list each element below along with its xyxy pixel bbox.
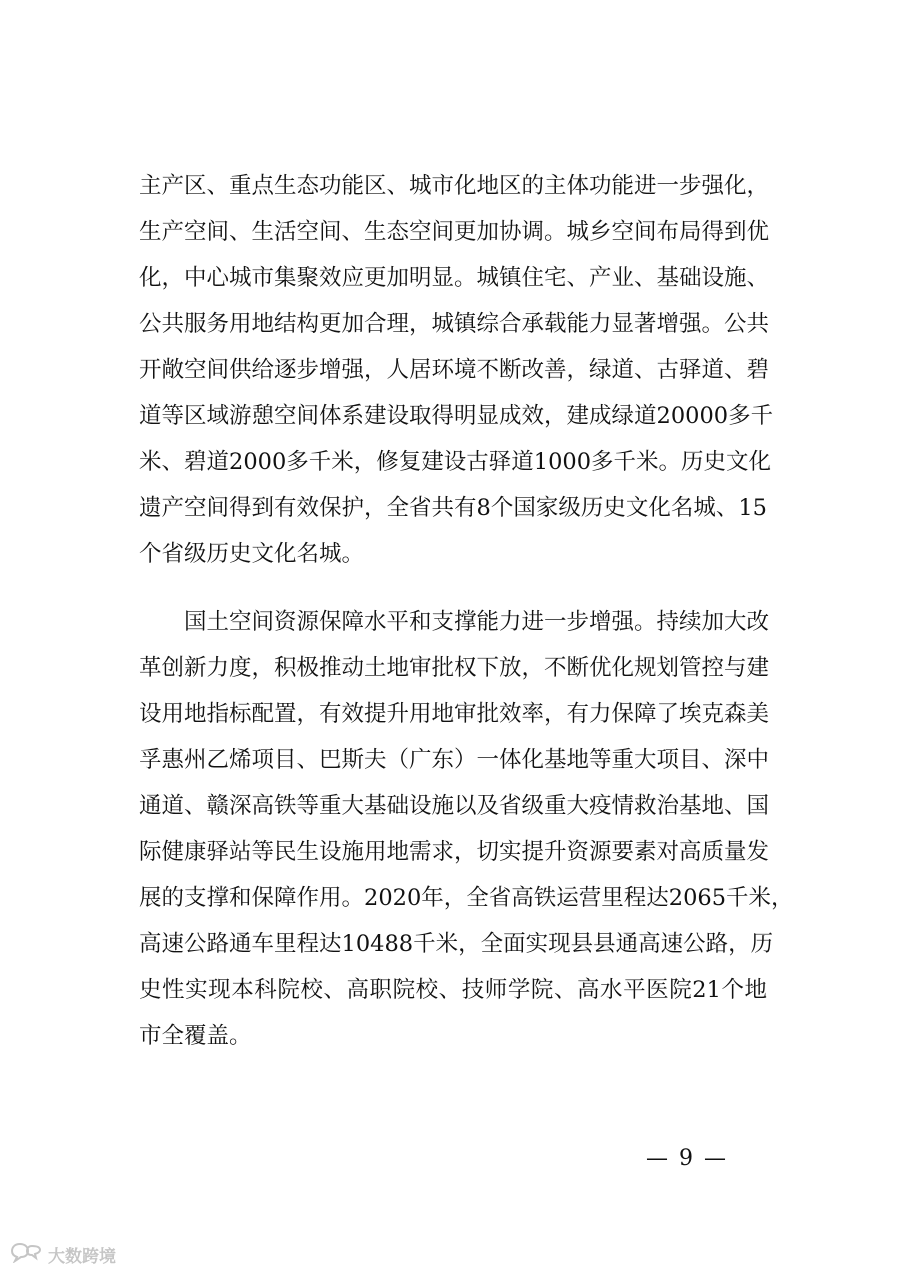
text-line: 主产区、重点生态功能区、城市化地区的主体功能进一步强化， <box>139 173 770 199</box>
text-line: 道等区域游憩空间体系建设取得明显成效，建成绿道20000多千 <box>139 403 774 429</box>
text-line: 遗产空间得到有效保护，全省共有8个国家级历史文化名城、15 <box>139 495 767 521</box>
text-line: 化，中心城市集聚效应更加明显。城镇住宅、产业、基础设施、 <box>139 265 770 291</box>
text-line: 孚惠州乙烯项目、巴斯夫（广东）一体化基地等重大项目、深中 <box>139 747 770 773</box>
watermark-text: 大数跨境 <box>48 1246 116 1267</box>
text-line: 高速公路通车里程达10488千米，全面实现县县通高速公路，历 <box>139 931 774 957</box>
watermark <box>10 1241 116 1267</box>
page-number: — 9 — <box>646 1146 728 1171</box>
body-text <box>139 163 794 1059</box>
text-line: 市全覆盖。 <box>139 1023 252 1049</box>
speech-bubble-logo-icon <box>10 1241 44 1267</box>
text-line: 国土空间资源保障水平和支撑能力进一步增强。持续加大改 <box>184 609 770 635</box>
paragraph-gap <box>139 577 767 599</box>
text-line: 际健康驿站等民生设施用地需求，切实提升资源要素对高质量发 <box>139 839 770 865</box>
text-line: 革创新力度，积极推动土地审批权下放，不断优化规划管控与建 <box>139 655 770 681</box>
text-line: 生产空间、生活空间、生态空间更加协调。城乡空间布局得到优 <box>139 219 770 245</box>
text-line: 公共服务用地结构更加合理，城镇综合承载能力显著增强。公共 <box>139 311 770 337</box>
text-line: 米、碧道2000多千米，修复建设古驿道1000多千米。历史文化 <box>139 449 772 475</box>
paragraph-1 <box>139 163 774 577</box>
text-line: 展的支撑和保障作用。2020年，全省高铁运营里程达2065千米， <box>139 885 794 911</box>
text-line: 史性实现本科院校、高职院校、技师学院、高水平医院21个地 <box>139 977 767 1003</box>
text-line: 个省级历史文化名城。 <box>139 541 365 567</box>
text-line: 设用地指标配置，有效提升用地审批效率，有力保障了埃克森美 <box>139 701 770 727</box>
text-line: 开敞空间供给逐步增强，人居环境不断改善，绿道、古驿道、碧 <box>139 357 770 383</box>
text-line: 通道、赣深高铁等重大基础设施以及省级重大疫情救治基地、国 <box>139 793 770 819</box>
paragraph-2 <box>139 599 794 1059</box>
